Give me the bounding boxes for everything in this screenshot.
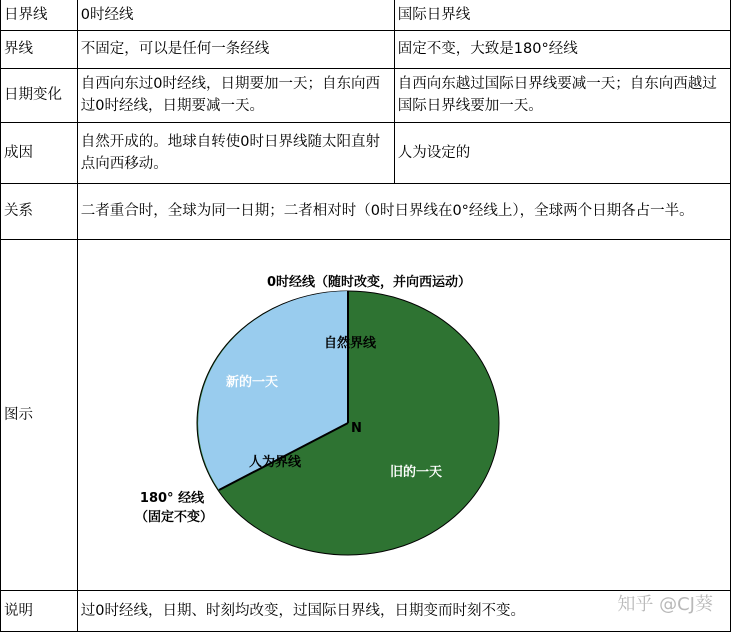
row-label: 关系 — [1, 183, 78, 239]
row-cell-zero-hour: 不固定，可以是任何一条经线 — [77, 30, 394, 68]
table-header-row — [1, 0, 731, 30]
row-cell-zero-hour: 自然开成的。地球自转使0时日界线随太阳直射点向西移动。 — [77, 122, 394, 183]
natural-boundary-label: 自然界线 — [323, 335, 376, 351]
header-cell-international-dateline: 国际日界线 — [394, 0, 730, 30]
table-row-date-change — [1, 68, 731, 122]
header-cell-zero-hour-meridian: 0时经线 — [77, 0, 394, 30]
meridian-180-label: 180° 经线 — [139, 490, 204, 506]
dateline-diagram — [78, 240, 731, 590]
row-cell-international: 自西向东越过国际日界线要减一天；自东向西越过国际日界线要加一天。 — [394, 68, 730, 122]
row-label: 图示 — [1, 239, 78, 590]
row-cell-international: 固定不变，大致是180°经线 — [394, 30, 730, 68]
row-label: 说明 — [1, 590, 78, 631]
row-label: 界线 — [1, 30, 78, 68]
meridian-180-fixed-label: （固定不变） — [134, 509, 213, 525]
watermark: 知乎 @CJ葵 — [617, 594, 713, 615]
table-row-cause — [1, 122, 731, 183]
figure-cell — [77, 239, 730, 590]
table-row-figure — [1, 239, 731, 590]
row-label: 日期变化 — [1, 68, 78, 122]
note-text: 过0时经线，日期、时刻均改变，过国际日界线，日期变而时刻不变。 — [77, 590, 730, 631]
zero-hour-meridian-label: 0时经线（随时改变，并向西运动） — [266, 274, 471, 290]
table-row-boundary — [1, 30, 731, 68]
human-boundary-label: 人为界线 — [248, 454, 301, 470]
row-cell-international: 人为设定的 — [394, 122, 730, 183]
row-cell-zero-hour: 自西向东过0时经线，日期要加一天；自东向西过0时经线，日期要减一天。 — [77, 68, 394, 122]
north-pole-label: N — [350, 420, 362, 436]
relation-text: 二者重合时，全球为同一日期；二者相对时（0时日界线在0°经线上），全球两个日期各占一半。 — [77, 183, 730, 239]
header-cell-dateline: 日界线 — [1, 0, 78, 30]
table-row-relation — [1, 183, 731, 239]
new-day-label: 新的一天 — [225, 374, 278, 390]
old-day-label: 旧的一天 — [389, 464, 442, 480]
row-label: 成因 — [1, 122, 78, 183]
